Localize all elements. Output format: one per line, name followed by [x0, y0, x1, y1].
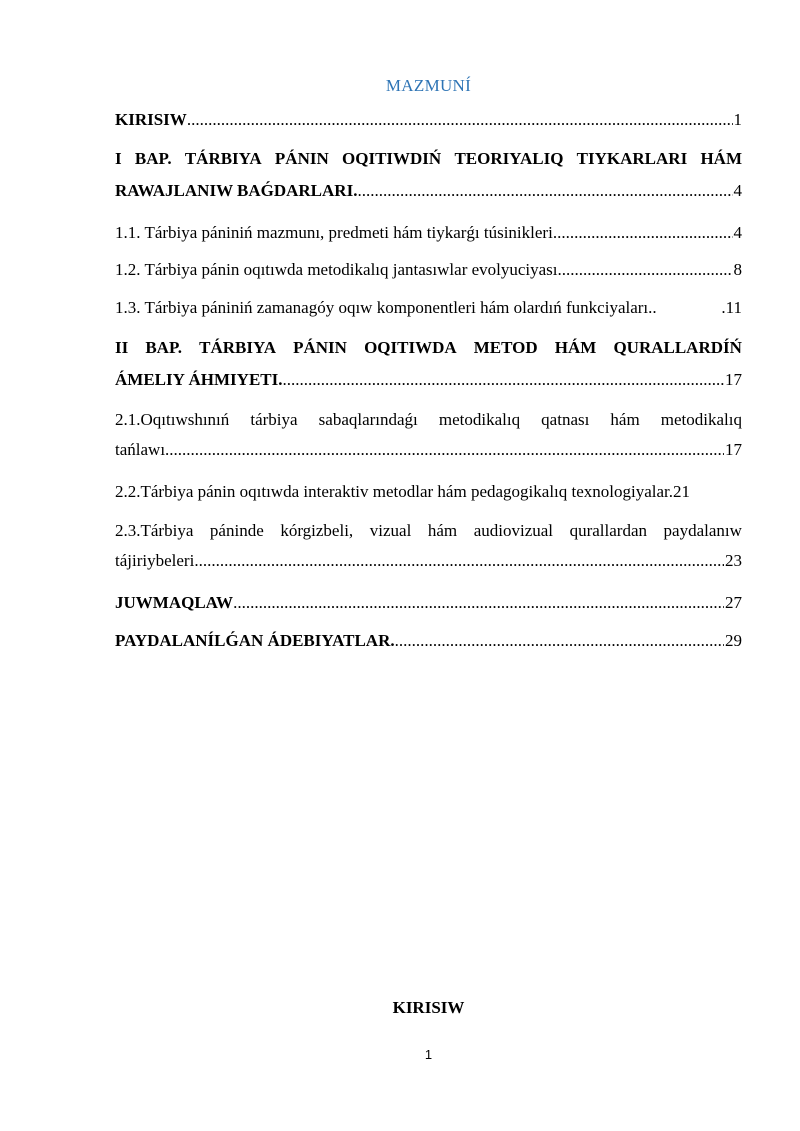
toc-entry-page: 23	[725, 551, 742, 570]
word: I	[115, 149, 122, 168]
word: OQITIWDA	[364, 338, 457, 357]
toc-entry-title: PAYDALANÍLǴAN ÁDEBIYATLAR.	[115, 631, 395, 650]
dot-leader	[357, 177, 732, 205]
word: kórgizbeli,	[280, 521, 354, 540]
word: PÁNIN	[274, 149, 329, 168]
dot-leader	[395, 627, 724, 655]
dot-leader	[553, 219, 733, 247]
toc-entry-title-line2: tájiriybeleri	[115, 551, 195, 570]
word: tárbiya	[250, 410, 298, 429]
dot-leader	[187, 106, 733, 134]
section-heading: KIRISIW	[392, 998, 465, 1017]
toc-entry-title-line1	[115, 334, 742, 362]
toc-entry-title: 2.2.Tárbiya pánin oqıtıwda interaktiv metodlar hám pedagogikalıq texnologiyalar.	[115, 482, 674, 501]
toc-entry-2-3[interactable]	[115, 517, 742, 575]
toc-entry-page: 8	[733, 260, 742, 279]
word: hám	[427, 521, 458, 540]
word: BAP.	[145, 338, 183, 357]
toc-entry-kirisiw[interactable]	[115, 106, 742, 134]
word: HÁM	[554, 338, 597, 357]
toc-entry-page: 4	[733, 223, 742, 242]
word: OQITIWDIŃ	[342, 149, 442, 168]
toc-entry-title-line2: RAWAJLANIW BAǴDARLARI.	[115, 181, 358, 200]
toc-entry-bap2[interactable]	[115, 334, 742, 394]
toc-entry-page: 21	[673, 482, 691, 501]
word: audiovizual	[473, 521, 554, 540]
toc-title: MAZMUNÍ	[385, 76, 472, 95]
word: qatnası	[541, 410, 590, 429]
word: hám	[610, 410, 640, 429]
word: metodikalıq	[438, 410, 521, 429]
toc-entry-title: 1.3. Tárbiya pániniń zamanagóy oqıw komponentleri hám olardıń funkciyaları..	[115, 298, 657, 317]
word: 2.1.Oqıtıwshınıń	[115, 410, 230, 429]
toc-entry-1-1[interactable]	[115, 219, 742, 247]
toc-entry-page: 1	[733, 110, 742, 129]
toc-entry-2-1[interactable]	[115, 406, 742, 464]
word: METOD	[473, 338, 538, 357]
dot-leader	[233, 589, 724, 617]
toc-entry-title-line1	[115, 517, 742, 545]
word: PÁNIN	[293, 338, 347, 357]
toc-entry-page: .11	[721, 298, 742, 317]
word: páninde	[209, 521, 264, 540]
word: 2.3.Tárbiya	[115, 521, 194, 540]
toc-entry-page: 4	[733, 181, 742, 200]
toc-entry-juwmaqlaw[interactable]	[115, 589, 742, 617]
toc-entry-page: 17	[725, 370, 742, 389]
page-number: 1	[424, 1047, 433, 1062]
word: vizual	[369, 521, 412, 540]
toc-entry-title: 1.1. Tárbiya pániniń mazmunı, predmeti hám tiykarǵı túsinikleri	[115, 223, 553, 242]
document-page	[115, 0, 742, 1131]
word: TÁRBIYA	[184, 149, 262, 168]
word: qurallardan	[569, 521, 647, 540]
toc-entry-title-line1	[115, 145, 742, 173]
toc-entry-title: KIRISIW	[115, 110, 187, 129]
toc-entry-1-3[interactable]	[115, 294, 742, 322]
toc-entry-bap1[interactable]	[115, 145, 742, 205]
word: TÁRBIYA	[199, 338, 276, 357]
toc-entry-page: 17	[725, 440, 742, 459]
toc-entry-2-2[interactable]	[115, 478, 742, 506]
dot-leader	[558, 256, 733, 284]
toc-entry-page: 27	[725, 593, 742, 612]
dot-leader	[165, 436, 724, 464]
dot-leader	[194, 547, 724, 575]
word: TIYKARLARI	[576, 149, 688, 168]
toc-entry-title-line2: tańlawı	[115, 440, 166, 459]
word: HÁM	[700, 149, 742, 168]
word: paydalanıw	[663, 521, 742, 540]
toc-entry-title-line1	[115, 406, 742, 434]
word: BAP.	[134, 149, 172, 168]
word: II	[115, 338, 129, 357]
toc-entry-title: 1.2. Tárbiya pánin oqıtıwda metodikalıq jantasıwlar evolyuciyası	[115, 260, 558, 279]
toc-entry-1-2[interactable]	[115, 256, 742, 284]
word: QURALLARDÍŃ	[613, 338, 742, 357]
word: sabaqlarındaǵı	[318, 410, 418, 429]
dot-leader	[283, 366, 725, 394]
toc-entry-title: JUWMAQLAW	[115, 593, 234, 612]
word: metodikalıq	[660, 410, 742, 429]
word: TEORIYALIQ	[454, 149, 564, 168]
toc-entry-page: 29	[725, 631, 742, 650]
toc-entry-title-line2: ÁMELIY ÁHMIYETI.	[115, 370, 283, 389]
toc-entry-references[interactable]	[115, 627, 742, 655]
